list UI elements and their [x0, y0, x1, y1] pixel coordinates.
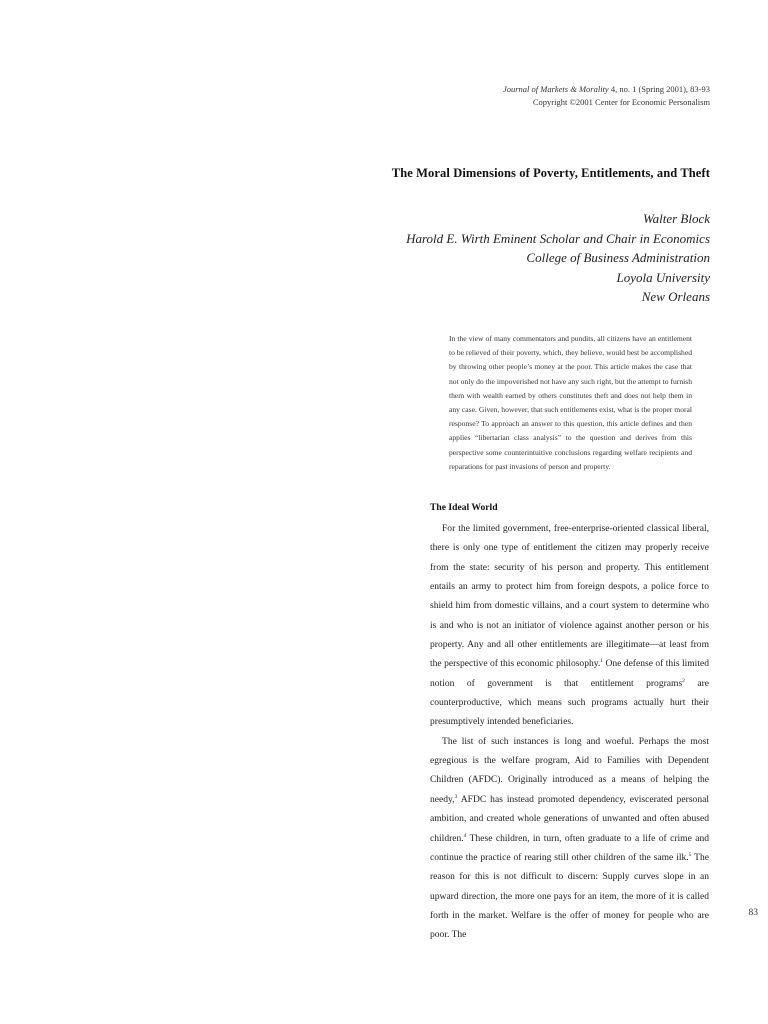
footnote-marker[interactable]: 5 — [688, 851, 692, 858]
journal-header — [330, 83, 710, 109]
footnote-marker[interactable]: 2 — [682, 677, 685, 684]
author-city: New Orleans — [641, 289, 710, 304]
body-paragraph — [430, 519, 709, 732]
journal-citation — [330, 83, 710, 96]
body-text — [430, 519, 709, 945]
page-number: 83 — [748, 908, 758, 918]
footnote-marker[interactable]: 1 — [600, 658, 604, 665]
journal-name: Journal of Markets & Morality — [502, 84, 609, 94]
copyright-line: Copyright ©2001 Center for Economic Personalism — [532, 97, 710, 107]
paragraph-text: The reason for this is not difficult to discern: Supply curves slope in an upward direction, the more one pays for an item, the more of it is called forth in the market. Welfare is the offer of money for people who are poor. The — [430, 851, 710, 941]
body-paragraph — [430, 732, 709, 945]
paragraph-text: One defense of this limited notion of government is that entitlement programs — [430, 658, 709, 689]
author-college: College of Business Administration — [526, 250, 710, 265]
paragraph-text: AFDC has instead promoted dependency, eviscerated personal ambition, and created whole generations of unwanted and often abused children. — [430, 793, 709, 844]
paragraph-text: The list of such instances is long and woeful. Perhaps the most egregious is the welfare program, Aid to Families with Dependent Children (AFDC). Originally introduced as a means of helping the needy, — [430, 735, 709, 805]
author-position: Harold E. Wirth Eminent Scholar and Chair in Economics — [406, 230, 710, 246]
author-university: Loyola University — [616, 269, 710, 285]
paragraph-text: are counterproductive, which means such programs actually hurt their presumptively intended beneficiaries. — [430, 677, 709, 728]
journal-issue: 4, no. 1 (Spring 2001), 83-93 — [608, 84, 710, 94]
section-heading: The Ideal World — [430, 502, 498, 513]
abstract: In the view of many commentators and pundits, all citizens have an entitlement to be relieved of their poverty, which, they believe, would best be accomplished by throwing other people’s money at the poor. This article makes the case that not only do the impoverished not have any such right, but the attempt to furnish them with wealth earned by others constitutes theft and does not help them in any case. Given, however, that such entitlements exist, what is the proper moral response? To approach an answer to this question, this article defines and then applies “libertarian class analysis” to the question and derives from this perspective some counterintuitive conclusions regarding welfare recipients and reparations for past invasions of person and property. — [449, 334, 692, 471]
paragraph-text: These children, in turn, often graduate to a life of crime and continue the practice of rearing still other children of the same ilk. — [430, 832, 709, 863]
footnote-marker[interactable]: 4 — [463, 832, 467, 839]
footnote-marker[interactable]: 3 — [454, 793, 458, 800]
article-title: The Moral Dimensions of Poverty, Entitlements, and Theft — [391, 166, 710, 180]
author-name: Walter Block — [642, 211, 710, 226]
author-block — [290, 209, 710, 307]
paragraph-text: For the limited government, free-enterprise-oriented classical liberal, there is only one type of entitlement the citizen may properly receive from the state: security of his person and property. This entitlement entails an army to protect him from foreign despots, a police force to shield him from domestic villains, and a court system to determine who is and who is not an initiator of violence against another person or his property. Any and all other entitlements are illegitimate—at least from the perspective of this economic philosophy. — [430, 523, 709, 670]
